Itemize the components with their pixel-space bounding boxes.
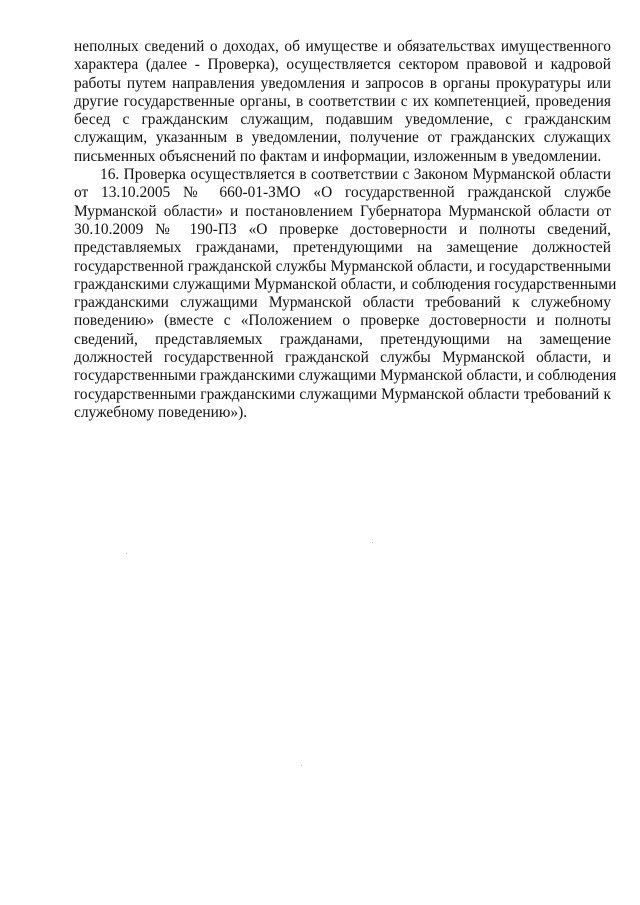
- text-line: должностей государственной гражданской службы Мурманской области, и: [74, 349, 611, 367]
- text-line: служебному поведению»).: [74, 403, 248, 421]
- paragraph-15-continuation: [74, 38, 611, 166]
- text-line: представляемых гражданами, претендующими на замещение должностей: [74, 239, 611, 257]
- text-line: характера (далее - Проверка), осуществляется сектором правовой и кадровой: [74, 56, 611, 74]
- text-line: государственной гражданской службы Мурманской области, и государственными: [74, 257, 611, 275]
- text-line: 16. Проверка осуществляется в соответствии с Законом Мурманской области: [100, 166, 611, 184]
- text-line: письменных объяснений по фактам и информации, изложенным в уведомлении.: [74, 147, 602, 165]
- scan-speck: [372, 542, 373, 543]
- text-line: неполных сведений о доходах, об имуществе и обязательствах имущественного: [74, 38, 611, 55]
- scan-speck: [301, 765, 302, 766]
- paragraph-16: [74, 166, 617, 422]
- text-line: другие государственные органы, в соответствии с их компетенцией, проведения: [74, 92, 611, 110]
- text-line: от 13.10.2005 № 660-01-ЗМО «О государственной гражданской службе: [74, 184, 611, 202]
- text-line: гражданскими служащими Мурманской области, и соблюдения государственными: [74, 275, 617, 293]
- text-line: Мурманской области» и постановлением Губернатора Мурманской области от: [74, 202, 611, 220]
- text-line: служащим, указанным в уведомлении, получение от гражданских служащих: [74, 129, 611, 147]
- text-line: поведению» (вместе с «Положением о проверке достоверности и полноты: [74, 312, 611, 330]
- text-line: 30.10.2009 № 190-ПЗ «О проверке достоверности и полноты сведений,: [74, 220, 611, 238]
- text-line: бесед с гражданским служащим, подавшим уведомление, с гражданским: [74, 111, 611, 129]
- text-line: гражданскими служащими Мурманской области требований к служебному: [74, 294, 611, 312]
- document-text: [74, 38, 617, 422]
- scan-speck: [126, 553, 127, 554]
- text-line: государственными гражданскими служащими Мурманской области, и соблюдения: [74, 367, 617, 385]
- text-line: сведений, представляемых гражданами, претендующими на замещение: [74, 330, 611, 348]
- text-line: государственными гражданскими служащими Мурманской области требований к: [74, 385, 611, 403]
- text-line: работы путем направления уведомления и запросов в органы прокуратуры или: [74, 74, 611, 92]
